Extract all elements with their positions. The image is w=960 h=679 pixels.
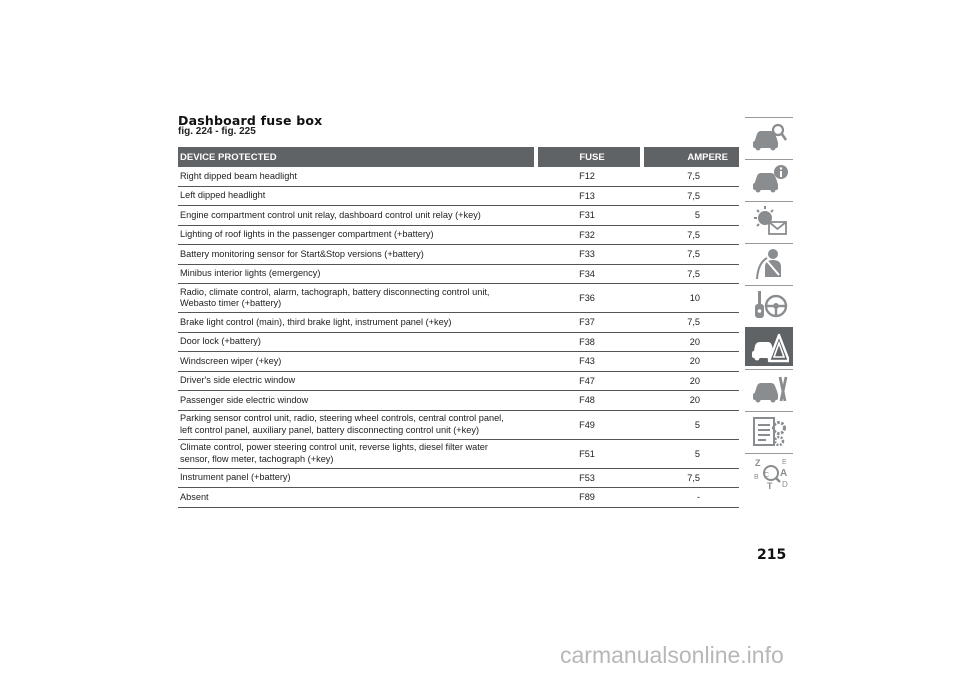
ampere-cell: 7,5 <box>687 317 700 328</box>
device-cell: Minibus interior lights (emergency) <box>180 268 321 278</box>
chapter-tab-warning-lights[interactable] <box>745 201 793 240</box>
fuse-cell: F43 <box>579 356 595 367</box>
fuse-cell: F33 <box>579 249 595 260</box>
table-row <box>178 245 739 265</box>
alphabet-index-icon <box>751 457 789 491</box>
page-number: 215 <box>757 547 787 563</box>
device-cell: Engine compartment control unit relay, dashboard control unit relay (+key) <box>180 209 481 220</box>
device-cell: Left dipped headlight <box>180 190 266 200</box>
device-cell: Lighting of roof lights in the passenger compartment (+battery) <box>180 229 434 239</box>
fuse-table <box>178 147 739 508</box>
page-title: Dashboard fuse box <box>178 113 323 128</box>
table-body <box>178 167 739 508</box>
index-letter: C <box>764 472 770 479</box>
chapter-tab-dashboard[interactable] <box>745 159 793 198</box>
table-row <box>178 352 739 372</box>
fuse-cell: F12 <box>579 171 595 182</box>
device-cell: Brake light control (main), third brake light, instrument panel (+key) <box>180 316 452 327</box>
ampere-cell: 7,5 <box>687 190 700 201</box>
index-letter: A <box>780 468 788 479</box>
device-cell: Radio, climate control, alarm, tachograph, battery disconnecting control unit, Webasto timer (+battery) <box>180 286 490 308</box>
table-row <box>178 440 739 469</box>
device-cell: Instrument panel (+battery) <box>180 472 291 482</box>
ampere-cell: 7,5 <box>687 268 700 279</box>
fuse-cell: F32 <box>579 229 595 240</box>
device-cell: Right dipped beam headlight <box>180 170 297 181</box>
device-cell: Absent <box>180 491 209 502</box>
index-letter: Z <box>755 458 761 468</box>
fuse-cell: F34 <box>579 268 595 279</box>
ampere-cell: 5 <box>694 210 700 221</box>
car-magnifier-icon <box>751 121 789 155</box>
column-header-device: DEVICE PROTECTED <box>180 151 277 163</box>
ampere-cell: 20 <box>689 336 700 347</box>
fuse-cell: F31 <box>579 210 595 221</box>
table-row <box>178 206 739 226</box>
column-header-ampere: AMPERE <box>687 151 728 163</box>
ampere-cell: 7,5 <box>687 249 700 260</box>
ampere-cell: 7,5 <box>687 472 700 483</box>
index-letter: E <box>782 459 787 466</box>
table-row <box>178 167 739 187</box>
chapter-tab-index[interactable] <box>745 453 793 492</box>
device-cell: Climate control, power steering control unit, reverse lights, diesel filter water sensor, flow meter, tachograph (+key) <box>180 442 488 464</box>
fuse-cell: F51 <box>579 448 595 459</box>
chapter-sidebar <box>745 117 793 495</box>
table-row <box>178 226 739 246</box>
device-cell: Windscreen wiper (+key) <box>180 355 282 366</box>
column-header-fuse: FUSE <box>579 151 605 163</box>
ampere-cell: 7,5 <box>687 229 700 240</box>
fuse-cell: F53 <box>579 472 595 483</box>
key-steering-wheel-icon <box>751 289 789 323</box>
table-row <box>178 391 739 411</box>
table-header <box>178 147 739 167</box>
figure-reference: fig. 224 - fig. 225 <box>178 126 256 137</box>
ampere-cell: 20 <box>689 356 700 367</box>
device-cell: Passenger side electric window <box>180 394 309 405</box>
table-row <box>178 187 739 207</box>
list-gear-icon <box>751 415 789 449</box>
device-cell: Battery monitoring sensor for Start&Stop versions (+battery) <box>180 248 424 259</box>
car-info-icon <box>751 163 789 197</box>
fuse-cell: F89 <box>579 492 595 503</box>
light-envelope-icon <box>751 205 789 239</box>
fuse-cell: F38 <box>579 336 595 347</box>
device-cell: Driver's side electric window <box>180 375 296 385</box>
index-letter: D <box>782 480 788 489</box>
chapter-tab-servicing[interactable] <box>745 369 793 408</box>
chapter-tab-knowing-your-car[interactable] <box>745 117 793 156</box>
fuse-cell: F47 <box>579 375 595 386</box>
chapter-tab-technical-specs[interactable] <box>745 411 793 450</box>
fuse-cell: F49 <box>579 419 595 430</box>
table-row <box>178 488 739 508</box>
table-row <box>178 313 739 333</box>
ampere-cell: 5 <box>694 419 700 430</box>
table-row <box>178 411 739 440</box>
ampere-cell: 20 <box>689 395 700 406</box>
watermark: carmanualsonline.info <box>560 642 784 668</box>
table-row <box>178 469 739 489</box>
device-cell: Door lock (+battery) <box>180 336 261 346</box>
ampere-cell: 20 <box>689 375 700 386</box>
ampere-cell: 5 <box>694 448 700 459</box>
car-warning-triangle-icon <box>751 331 789 365</box>
fuse-cell: F36 <box>579 293 595 303</box>
table-row <box>178 265 739 285</box>
device-cell: Parking sensor control unit, radio, steering wheel controls, central control panel, left control panel, auxiliary panel, battery disconnecting control unit (+key) <box>180 413 504 435</box>
table-row <box>178 333 739 353</box>
ampere-cell: 7,5 <box>687 171 700 182</box>
chapter-tab-safety[interactable] <box>745 243 793 282</box>
fuse-cell: F48 <box>579 395 595 406</box>
ampere-cell: 10 <box>689 293 700 303</box>
chapter-tab-in-an-emergency[interactable] <box>745 327 793 366</box>
table-row <box>178 372 739 392</box>
fuse-cell: F37 <box>579 317 595 328</box>
chapter-tab-starting-driving[interactable] <box>745 285 793 324</box>
car-wrench-icon <box>751 373 789 407</box>
seatbelt-person-icon <box>751 247 789 281</box>
table-row <box>178 284 739 313</box>
index-letter: B <box>754 474 759 481</box>
ampere-cell: - <box>696 492 700 503</box>
index-letter: T <box>767 481 773 491</box>
fuse-cell: F13 <box>579 190 595 201</box>
